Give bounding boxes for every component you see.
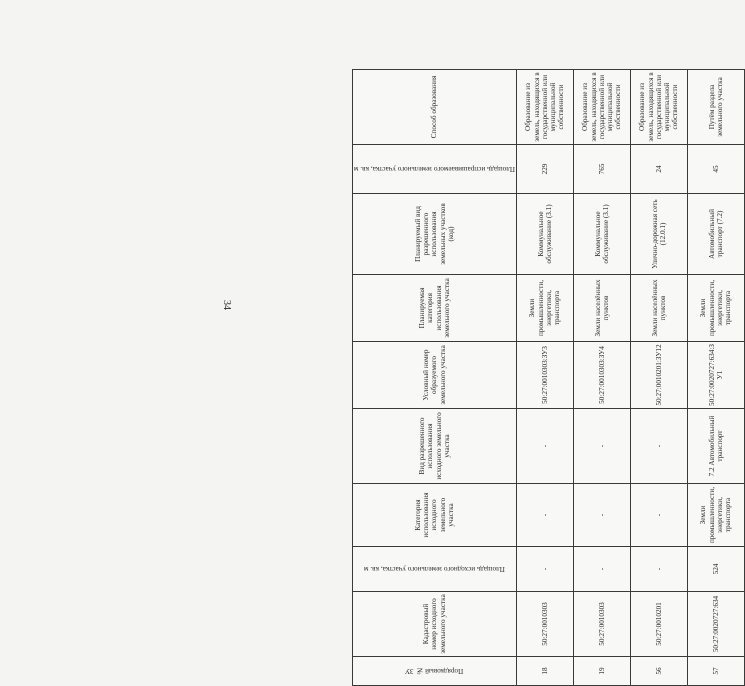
cell-source-area: - (517, 547, 574, 592)
cell-source-category: - (517, 484, 574, 547)
cell-source-cadastral-number: 50:27:0010303 (517, 592, 574, 657)
cell-planned-permitted-use: Коммунальное обслуживание (3.1) (517, 194, 574, 275)
cell-source-permitted-use: - (517, 409, 574, 484)
table-header-row (353, 70, 517, 686)
header-planned-permitted-use: Планируемый вид разрешенного использования земельных участков (код) (353, 194, 517, 275)
cell-requested-area: 229 (517, 145, 574, 194)
cell-planned-category: Земли населённых пунктов (631, 275, 688, 342)
cell-plot-number: 57 (688, 657, 745, 686)
cell-planned-permitted-use: Улично-дорожная сеть (12.0.1) (631, 194, 688, 275)
header-formation-method: Способ образования (353, 70, 517, 145)
cell-source-permitted-use: - (574, 409, 631, 484)
cell-source-permitted-use: 7.2 Автомобильный транспорт (688, 409, 745, 484)
cell-plot-number: 56 (631, 657, 688, 686)
cell-source-area: - (574, 547, 631, 592)
cell-source-cadastral-number: 50:27:0020727:634 (688, 592, 745, 657)
cell-new-conditional-number: 50:27:0010201:ЗУ12 (631, 342, 688, 409)
cell-formation-method: Путём раздела земельного участка (688, 70, 745, 145)
header-new-conditional-number: Условный номер образуемого земельного участка (353, 342, 517, 409)
cell-planned-category: Земли населённых пунктов (574, 275, 631, 342)
cell-source-category: Земли промышленности, энергетики, транспорта (688, 484, 745, 547)
cell-new-conditional-number: 50:27:0020727:634:ЗУ1 (688, 342, 745, 409)
table-row (517, 70, 574, 686)
cell-new-conditional-number: 50:27:0010303:ЗУ3 (517, 342, 574, 409)
land-plot-table-container (352, 46, 733, 686)
cell-requested-area: 45 (688, 145, 745, 194)
cell-planned-permitted-use: Коммунальное обслуживание (3.1) (574, 194, 631, 275)
cell-source-area: - (631, 547, 688, 592)
table-row (631, 70, 688, 686)
cell-source-category: - (574, 484, 631, 547)
cell-source-cadastral-number: 50:27:0010303 (574, 592, 631, 657)
header-source-cadastral-number: Кадастровый номер исходного земельного участка (353, 592, 517, 657)
header-plot-number: Порядковый № ЗУ (353, 657, 517, 686)
land-plot-table (352, 69, 745, 686)
cell-requested-area: 24 (631, 145, 688, 194)
header-source-area: Площадь исходного земельного участка, кв. м (353, 547, 517, 592)
cell-plot-number: 19 (574, 657, 631, 686)
header-source-permitted-use: Вид разрешенного использования исходного земельного участка (353, 409, 517, 484)
cell-requested-area: 765 (574, 145, 631, 194)
cell-new-conditional-number: 50:27:0010303:ЗУ4 (574, 342, 631, 409)
cell-source-cadastral-number: 50:27:0010201 (631, 592, 688, 657)
cell-source-area: 524 (688, 547, 745, 592)
cell-formation-method: Образование из земель, находящихся в государственной или муниципальной собственности (517, 70, 574, 145)
page-number: 34 (221, 300, 232, 310)
header-planned-category: Планируемая категория использования земельного участка (353, 275, 517, 342)
table-row (574, 70, 631, 686)
header-source-category: Категория использования исходного земельного участка (353, 484, 517, 547)
cell-planned-permitted-use: Автомобильный транспорт (7.2) (688, 194, 745, 275)
cell-formation-method: Образование из земель, находящихся в государственной или муниципальной собственности (631, 70, 688, 145)
cell-formation-method: Образование из земель, находящихся в государственной или муниципальной собственности (574, 70, 631, 145)
header-requested-area: Площадь испрашиваемого земельного участка, кв. м (353, 145, 517, 194)
cell-source-permitted-use: - (631, 409, 688, 484)
cell-planned-category: Земли промышленности, энергетики, транспорта (688, 275, 745, 342)
table-row (688, 70, 745, 686)
cell-planned-category: Земли промышленности, энергетики, транспорта (517, 275, 574, 342)
cell-source-category: - (631, 484, 688, 547)
cell-plot-number: 18 (517, 657, 574, 686)
